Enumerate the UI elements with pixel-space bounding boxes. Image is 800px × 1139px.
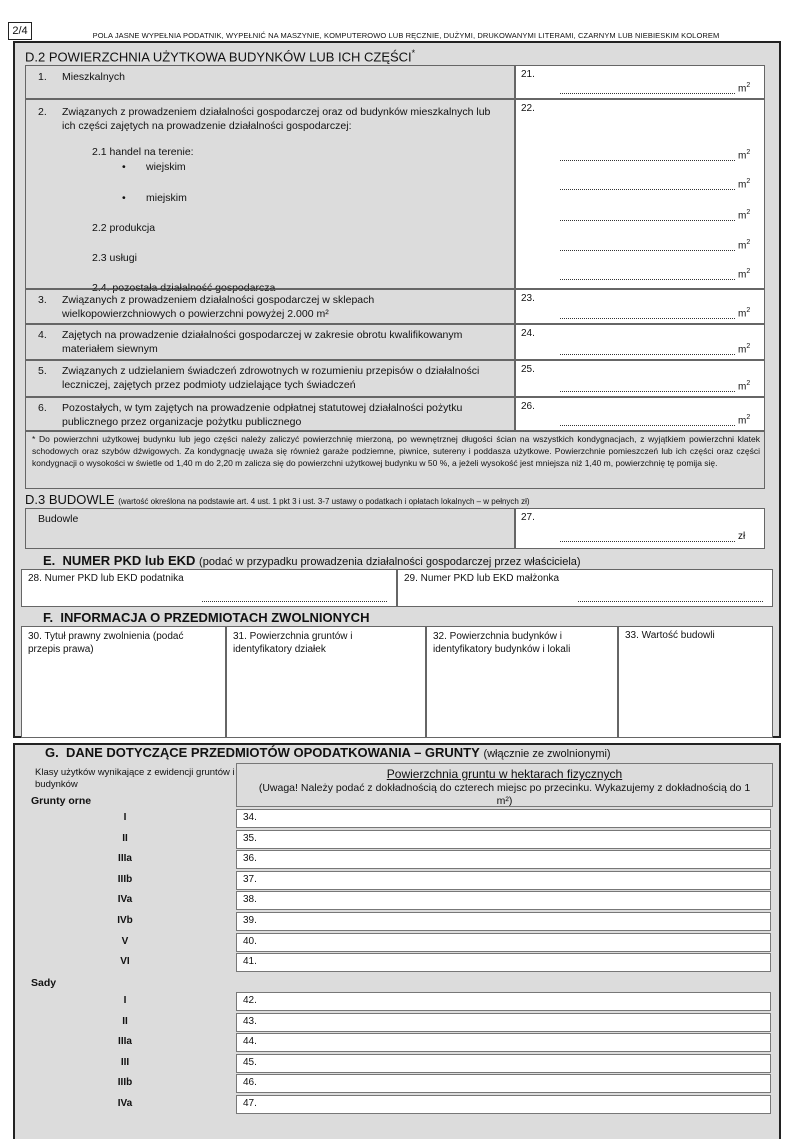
dotted-line	[560, 391, 735, 392]
field-21[interactable]	[515, 65, 765, 99]
g-class-label: IVa	[117, 1098, 133, 1109]
g-class-label: II	[122, 832, 128, 844]
field-number: 47.	[243, 1098, 257, 1109]
g-area-field[interactable]	[236, 1074, 771, 1093]
g-area-field[interactable]	[236, 830, 771, 849]
d2-row-3	[25, 289, 515, 324]
field-number: 22.	[521, 103, 535, 114]
field-label: 31. Powierzchnia gruntów i identyfikatory działek	[233, 631, 353, 655]
d2-row-5	[25, 360, 515, 397]
field-number: 25.	[521, 364, 535, 375]
d3-label: Budowle	[38, 513, 79, 525]
dotted-line	[560, 189, 735, 190]
g-class-label: III	[120, 1056, 130, 1068]
dotted-line	[560, 318, 735, 319]
field-number: 35.	[243, 832, 257, 844]
field-number: 38.	[243, 894, 257, 906]
field-31[interactable]	[226, 626, 426, 738]
page-number: 2/4	[8, 22, 32, 40]
section-frame-g	[13, 743, 781, 1139]
row-number: 2.	[38, 106, 47, 118]
field-number: 44.	[243, 1036, 257, 1048]
field-number: 36.	[243, 853, 257, 865]
row-number: 6.	[38, 402, 47, 414]
unit-m2: $m^2$	[738, 268, 751, 281]
field-number: 39.	[243, 915, 257, 926]
g-area-field[interactable]	[236, 912, 771, 931]
sub-miejskim: miejskim	[146, 192, 187, 204]
unit-zl: zł	[738, 531, 746, 542]
field-32[interactable]	[426, 626, 618, 738]
g-class-label: IIIb	[117, 1077, 133, 1089]
g-title: G. DANE DOTYCZĄCE PRZEDMIOTÓW OPODATKOWANIA – GRUNTY (włącznie ze zwolnionymi)	[45, 745, 611, 760]
sub-uslugi: 2.3 usługi	[92, 252, 137, 264]
field-label: 32. Powierzchnia budynków i identyfikatory budynków i lokali	[433, 631, 571, 655]
unit-m2: $m^2$	[738, 307, 751, 320]
dotted-line	[560, 93, 735, 94]
dotted-line	[560, 425, 735, 426]
d3-row	[25, 508, 515, 549]
unit-m2: $m^2$	[738, 178, 751, 191]
unit-m2: $m^2$	[738, 149, 751, 162]
dotted-line	[560, 250, 735, 251]
d2-table	[25, 65, 765, 475]
row-label: Związanych z prowadzeniem działalności gospodarczej oraz od budynków mieszkalnych lub ich części zajętych na prowadzenie działalności gospodarczej:	[62, 106, 491, 132]
row-number: 1.	[38, 71, 47, 83]
g-col2-header	[236, 763, 773, 807]
dotted-line	[560, 279, 735, 280]
field-29[interactable]	[397, 569, 773, 607]
field-number: 43.	[243, 1015, 257, 1027]
row-number: 5.	[38, 365, 47, 377]
g-class-label: IVb	[117, 915, 133, 926]
row-label: Związanych z prowadzeniem działalności gospodarczej w sklepach wielkopowierzchniowych o powierzchni powyżej 2.000 m²	[62, 294, 375, 320]
g-class-label: I	[123, 812, 127, 823]
field-23[interactable]	[515, 289, 765, 324]
field-number: 21.	[521, 69, 535, 80]
field-number: 34.	[243, 812, 257, 823]
g-area-field[interactable]	[236, 850, 771, 869]
dotted-line	[560, 220, 735, 221]
row-label: Mieszkalnych	[62, 71, 126, 83]
sub-produkcja: 2.2 produkcja	[92, 222, 156, 234]
d2-row-4	[25, 324, 515, 360]
g-class-label: IVa	[117, 894, 133, 906]
unit-m2: $m^2$	[738, 414, 751, 427]
g-class-label: VI	[120, 956, 130, 968]
field-33[interactable]	[618, 626, 773, 738]
g-area-field[interactable]	[236, 1033, 771, 1052]
g-class-label: I	[123, 995, 127, 1006]
g-area-field[interactable]	[236, 1013, 771, 1032]
field-number: 45.	[243, 1056, 257, 1068]
field-label: 30. Tytuł prawny zwolnienia (podać przepis prawa)	[28, 631, 184, 655]
d2-row-6	[25, 397, 515, 431]
field-number: 23.	[521, 293, 535, 304]
g-area-field[interactable]	[236, 891, 771, 910]
field-label: 28. Numer PKD lub EKD podatnika	[28, 573, 184, 584]
d2-footnote: * Do powierzchni użytkowej budynku lub jego części należy zaliczyć powierzchnię mierzoną, po wewnętrznej długości ścian na wszystkich kondygnacjach, z wyjątkiem powierzchni klatek schodowych oraz szybów dźwigowych. Za kondygnację uważa się również garaże podziemne, piwnice, sutereny i poddasza użytkowe. Powierzchnie pomieszczeń lub ich części oraz części kondygnacji o wysokości w świetle od 1,40 m do 2,20 m zalicza się do powierzchni użytkowej budynku w 50 %, a jeżeli wysokość jest mniejsza niż 1,40 m, powierzchnię tę pomija się.	[32, 434, 760, 468]
field-22[interactable]	[515, 99, 765, 289]
f-title: F. INFORMACJA O PRZEDMIOTACH ZWOLNIONYCH	[43, 610, 370, 625]
field-number: 42.	[243, 995, 257, 1006]
g-sady: Sady	[31, 977, 57, 989]
dotted-line	[560, 354, 735, 355]
g-col1-header	[21, 763, 236, 793]
d2-row-2	[25, 99, 515, 294]
row-label: Związanych z udzielaniem świadczeń zdrowotnych w rozumieniu przepisów o działalności leczniczej, zajętych przez podmioty udzielające tych świadczeń	[62, 365, 480, 391]
g-class-label: IIIb	[117, 873, 133, 885]
g-col2-note: (Uwaga! Należy podać z dokładnością do czterech miejsc po przecinku. Wykazujemy z dokładnością do 1 m²)	[258, 782, 751, 807]
g-col2-title: Powierzchnia gruntu w hektarach fizycznych	[386, 767, 623, 781]
dotted-line	[560, 160, 735, 161]
field-number: 41.	[243, 956, 257, 968]
g-col1-header-text: Klasy użytków wynikające z ewidencji gruntów i budynków	[35, 767, 235, 790]
g-area-field[interactable]	[236, 992, 771, 1011]
unit-m2: $m^2$	[738, 82, 751, 95]
unit-m2: $m^2$	[738, 380, 751, 393]
field-number: 26.	[521, 401, 535, 412]
unit-m2: $m^2$	[738, 343, 751, 356]
field-number: 46.	[243, 1077, 257, 1089]
row-label: Pozostałych, w tym zajętych na prowadzenie odpłatnej statutowej działalności pożytku publicznego przez organizacje pożytku publicznego	[62, 402, 463, 428]
g-area-field[interactable]	[236, 933, 771, 952]
field-28[interactable]	[21, 569, 397, 607]
field-25[interactable]	[515, 360, 765, 397]
g-area-field[interactable]	[236, 871, 771, 890]
field-24[interactable]	[515, 324, 765, 360]
section-frame-d-e-f	[13, 41, 781, 738]
g-class-label: II	[122, 1015, 128, 1027]
field-label: 33. Wartość budowli	[625, 630, 715, 641]
field-26[interactable]	[515, 397, 765, 431]
g-area-field[interactable]	[236, 1095, 771, 1114]
dotted-line	[578, 601, 763, 602]
d3-title: D.3 BUDOWLE (wartość określona na podstawie art. 4 ust. 1 pkt 3 i ust. 3-7 ustawy o podatkach i opłatach lokalnych – w pełnych zł)	[25, 492, 530, 507]
field-number: 24.	[521, 328, 535, 339]
g-class-label: IIIa	[118, 1036, 132, 1048]
row-label: Zajętych na prowadzenie działalności gospodarczej w zakresie obrotu kwalifikowanym materiałem siewnym	[62, 329, 463, 355]
field-number: 40.	[243, 935, 257, 947]
sub-handel: 2.1 handel na terenie:	[92, 146, 194, 158]
field-number: 27.	[521, 512, 535, 523]
row-number: 4.	[38, 329, 47, 341]
g-area-field[interactable]	[236, 809, 771, 828]
sub-wiejskim: wiejskim	[146, 161, 186, 173]
g-grunty-orne: Grunty orne	[31, 795, 92, 807]
field-number: 37.	[243, 873, 257, 885]
bullet: •	[122, 192, 126, 204]
top-instruction: POLA JASNE WYPEŁNIA PODATNIK, WYPEŁNIĆ NA MASZYNIE, KOMPUTEROWO LUB RĘCZNIE, DUŻYMI, DRUKOWANYMI LITERAMI, CZARNYM LUB NIEBIESKIM KOLOREM	[92, 31, 720, 40]
g-area-field[interactable]	[236, 953, 771, 972]
d2-footnote-box	[25, 431, 765, 489]
sub-pozostala: 2.4. pozostała działalność gospodarcza	[92, 282, 276, 294]
dotted-line	[560, 541, 735, 542]
g-area-field[interactable]	[236, 1054, 771, 1073]
field-27[interactable]	[515, 508, 765, 549]
unit-m2: $m^2$	[738, 239, 751, 252]
g-class-label: IIIa	[118, 853, 132, 865]
e-title: E. NUMER PKD lub EKD (podać w przypadku prowadzenia działalności gospodarczej przez właściciela)	[43, 553, 581, 568]
g-class-label: V	[121, 935, 129, 947]
field-30[interactable]	[21, 626, 226, 738]
row-number: 3.	[38, 294, 47, 306]
unit-m2: $m^2$	[738, 209, 751, 222]
d2-title: D.2 POWIERZCHNIA UŻYTKOWA BUDYNKÓW LUB ICH CZĘŚCI*	[25, 48, 416, 65]
field-label: 29. Numer PKD lub EKD małżonka	[404, 573, 560, 584]
d2-row-1	[25, 65, 515, 99]
bullet: •	[122, 161, 126, 173]
dotted-line	[202, 601, 387, 602]
